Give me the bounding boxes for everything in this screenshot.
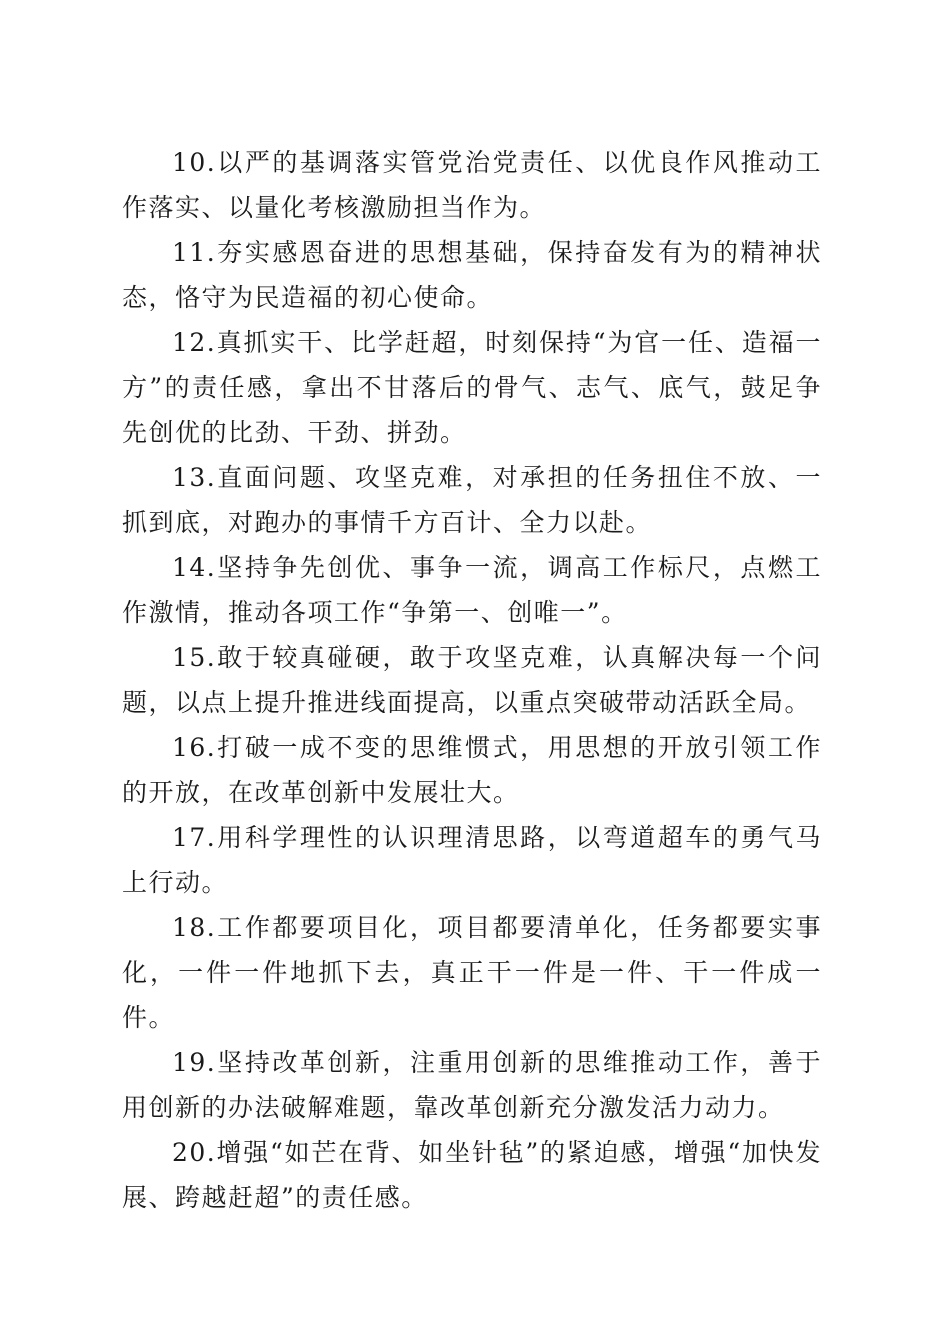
paragraph-19: 19.坚持改革创新，注重用创新的思维推动工作，善于用创新的办法破解难题，靠改革创新充分激发活力动力。 [122,1048,822,1122]
paragraph-13: 13.直面问题、攻坚克难，对承担的任务扭住不放、一抓到底，对跑办的事情千方百计、全力以赴。 [122,463,822,537]
document-body [122,140,822,1220]
paragraph-11: 11.夯实感恩奋进的思想基础，保持奋发有为的精神状态，恪守为民造福的初心使命。 [122,238,822,312]
paragraph-17: 17.用科学理性的认识理清思路，以弯道超车的勇气马上行动。 [122,823,822,897]
paragraph-20: 20.增强“如芒在背、如坐针毡”的紧迫感，增强“加快发展、跨越赶超”的责任感。 [122,1138,822,1212]
paragraph-15: 15.敢于较真碰硬，敢于攻坚克难，认真解决每一个问题，以点上提升推进线面提高，以重点突破带动活跃全局。 [122,643,822,717]
paragraph-18: 18.工作都要项目化，项目都要清单化，任务都要实事化，一件一件地抓下去，真正干一件是一件、干一件成一件。 [122,913,822,1032]
paragraph-14: 14.坚持争先创优、事争一流，调高工作标尺，点燃工作激情，推动各项工作“争第一、创唯一”。 [122,553,822,627]
paragraph-16: 16.打破一成不变的思维惯式，用思想的开放引领工作的开放，在改革创新中发展壮大。 [122,733,822,807]
paragraph-10: 10.以严的基调落实管党治党责任、以优良作风推动工作落实、以量化考核激励担当作为。 [122,148,822,222]
paragraph-12: 12.真抓实干、比学赶超，时刻保持“为官一任、造福一方”的责任感，拿出不甘落后的骨气、志气、底气，鼓足争先创优的比劲、干劲、拼劲。 [122,328,822,447]
